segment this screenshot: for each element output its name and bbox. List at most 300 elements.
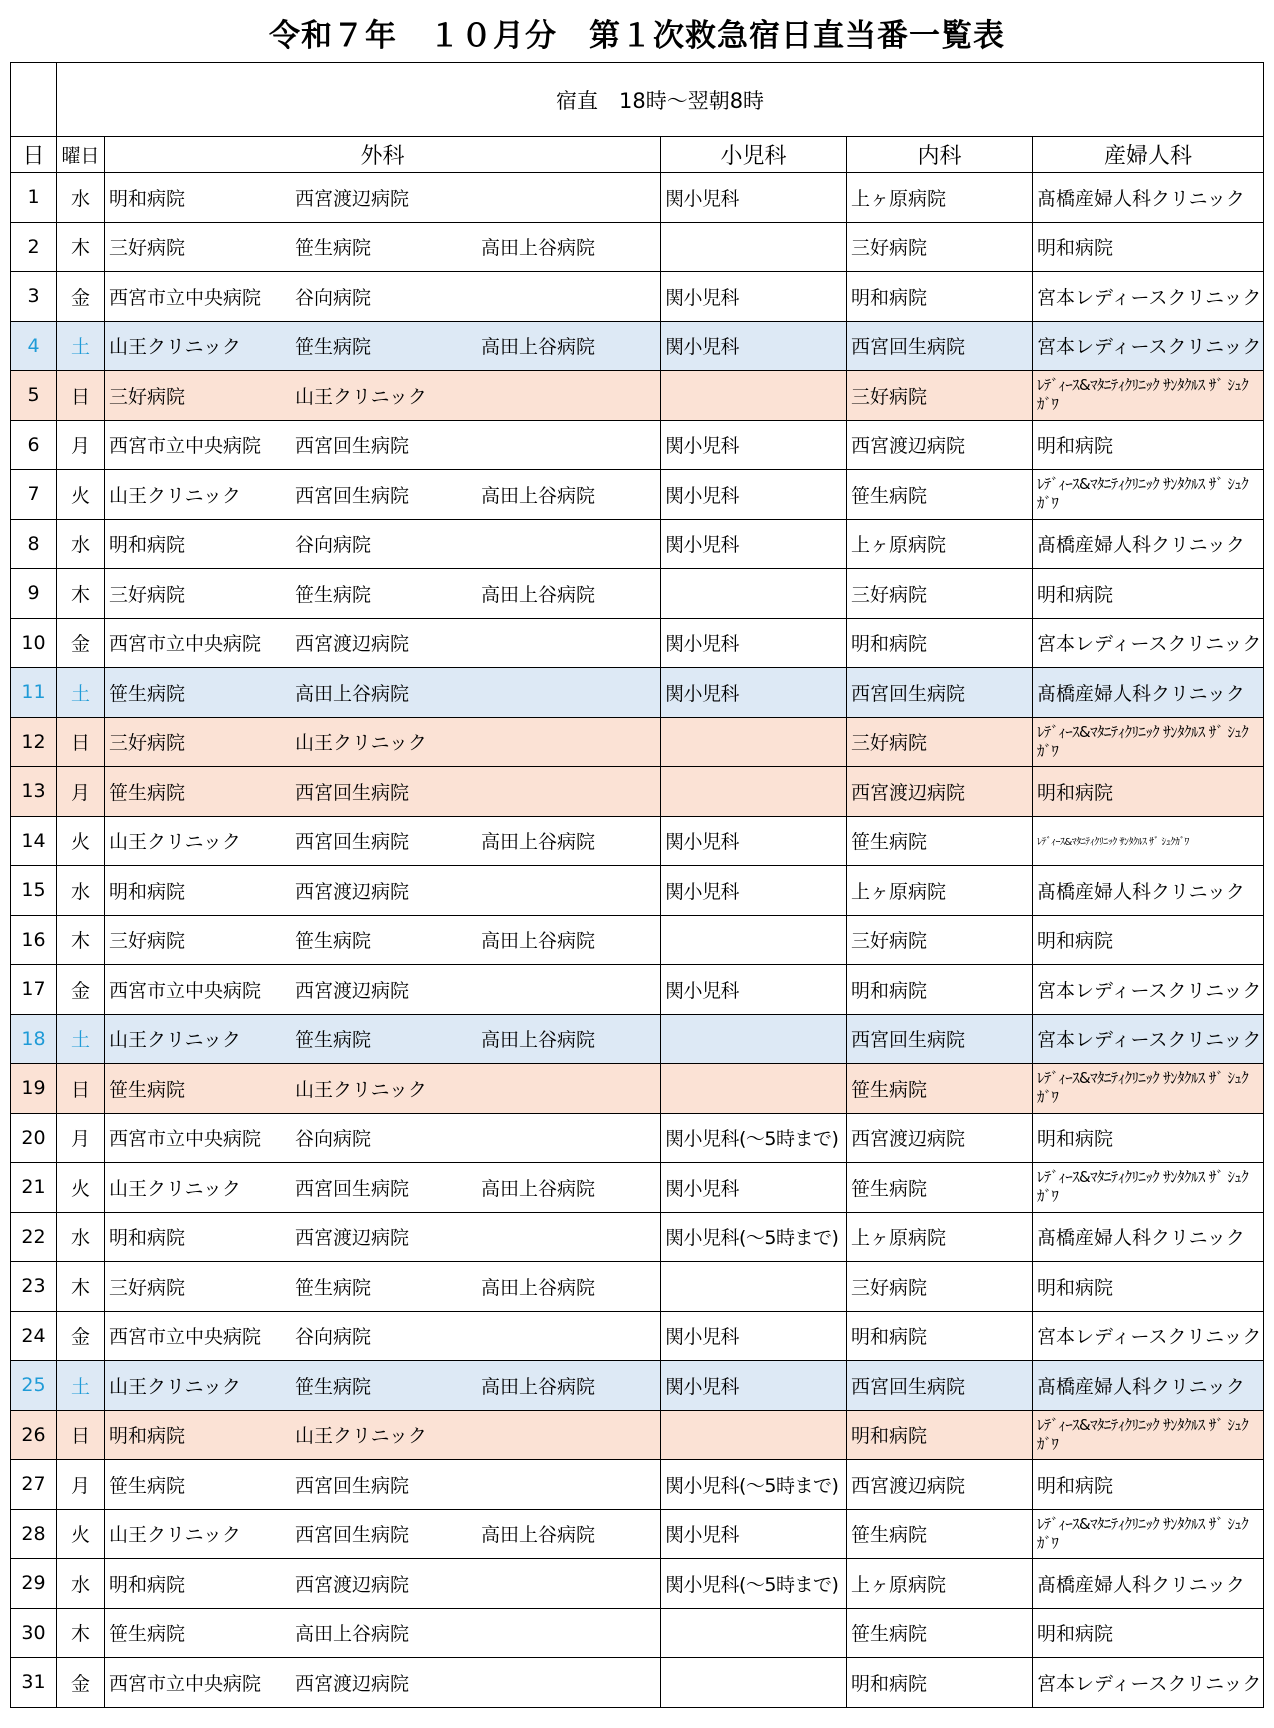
obgyn-cell: 明和病院 [1033, 569, 1264, 619]
day-cell: 6 [11, 420, 57, 470]
day-cell: 9 [11, 569, 57, 619]
internal-medicine-cell: 三好病院 [847, 1262, 1033, 1312]
surgery-hospital: 高田上谷病院 [481, 237, 596, 260]
pediatrics-cell [661, 371, 847, 421]
day-cell: 14 [11, 816, 57, 866]
surgery-hospital: 西宮渡辺病院 [295, 1573, 410, 1596]
surgery-hospital: 西宮渡辺病院 [295, 187, 410, 210]
pediatrics-cell: 関小児科 [661, 1163, 847, 1213]
surgery-hospital: 山王クリニック [109, 831, 241, 854]
table-row [11, 1014, 1264, 1064]
surgery-hospital: 高田上谷病院 [481, 1177, 596, 1200]
internal-medicine-cell: 三好病院 [847, 371, 1033, 421]
pediatrics-cell: 関小児科 [661, 1311, 847, 1361]
surgery-hospital: 山王クリニック [295, 385, 427, 408]
day-cell: 16 [11, 915, 57, 965]
weekday-cell: 月 [57, 767, 105, 817]
internal-medicine-cell: 西宮渡辺病院 [847, 1460, 1033, 1510]
pediatrics-cell: 関小児科(～5時まで) [661, 1212, 847, 1262]
surgery-hospital: 西宮市立中央病院 [109, 435, 262, 458]
table-row [11, 1163, 1264, 1213]
table-row [11, 816, 1264, 866]
obgyn-cell: 明和病院 [1033, 420, 1264, 470]
day-cell: 11 [11, 668, 57, 718]
table-row [11, 668, 1264, 718]
weekday-cell: 月 [57, 1113, 105, 1163]
surgery-hospital: 笹生病院 [295, 237, 372, 260]
header-surgery: 外科 [105, 137, 661, 173]
surgery-cell [105, 1212, 661, 1262]
surgery-cell [105, 1410, 661, 1460]
obgyn-cell: 宮本レディースクリニック [1033, 1014, 1264, 1064]
weekday-cell: 木 [57, 1262, 105, 1312]
pediatrics-cell [661, 1658, 847, 1708]
pediatrics-cell: 関小児科 [661, 173, 847, 223]
day-cell: 25 [11, 1361, 57, 1411]
internal-medicine-cell: 三好病院 [847, 569, 1033, 619]
page-title: 令和７年 １０月分 第１次救急宿日直当番一覧表 [269, 18, 1005, 54]
day-cell: 4 [11, 321, 57, 371]
surgery-cell [105, 1361, 661, 1411]
obgyn-cell: 宮本レディースクリニック [1033, 321, 1264, 371]
pediatrics-cell: 関小児科(～5時まで) [661, 1113, 847, 1163]
surgery-hospital: 西宮渡辺病院 [295, 633, 410, 656]
pediatrics-cell [661, 1014, 847, 1064]
weekday-cell: 月 [57, 420, 105, 470]
surgery-cell [105, 1608, 661, 1658]
internal-medicine-cell: 西宮回生病院 [847, 1361, 1033, 1411]
surgery-hospital: 山王クリニック [295, 1425, 427, 1448]
internal-medicine-cell: 明和病院 [847, 272, 1033, 322]
pediatrics-cell: 関小児科 [661, 272, 847, 322]
table-row [11, 1658, 1264, 1708]
weekday-cell: 木 [57, 222, 105, 272]
internal-medicine-cell: 三好病院 [847, 915, 1033, 965]
weekday-cell: 木 [57, 1608, 105, 1658]
day-cell: 24 [11, 1311, 57, 1361]
weekday-cell: 水 [57, 1559, 105, 1609]
weekday-cell: 木 [57, 915, 105, 965]
internal-medicine-cell: 笹生病院 [847, 1608, 1033, 1658]
surgery-hospital: 笹生病院 [295, 1276, 372, 1299]
obgyn-cell: ﾚﾃﾞｨｰｽ&ﾏﾀﾆﾃｨｸﾘﾆｯｸ ｻﾝﾀｸﾙｽ ｻﾞ ｼｭｸｶﾞﾜ [1033, 717, 1264, 767]
surgery-hospital: 高田上谷病院 [481, 336, 596, 359]
pediatrics-cell [661, 1410, 847, 1460]
internal-medicine-cell: 笹生病院 [847, 1509, 1033, 1559]
day-cell: 18 [11, 1014, 57, 1064]
surgery-cell [105, 1014, 661, 1064]
surgery-hospital: 西宮渡辺病院 [295, 1227, 410, 1250]
weekday-cell: 金 [57, 1658, 105, 1708]
surgery-hospital: 笹生病院 [109, 1078, 186, 1101]
surgery-hospital: 明和病院 [109, 880, 186, 903]
surgery-cell [105, 173, 661, 223]
surgery-hospital: 西宮市立中央病院 [109, 286, 262, 309]
table-row [11, 222, 1264, 272]
surgery-hospital: 三好病院 [109, 237, 186, 260]
surgery-hospital: 谷向病院 [295, 534, 372, 557]
duty-roster-table [10, 62, 1264, 1708]
pediatrics-cell [661, 717, 847, 767]
obgyn-cell: 宮本レディースクリニック [1033, 1658, 1264, 1708]
surgery-cell [105, 1163, 661, 1213]
day-cell: 30 [11, 1608, 57, 1658]
surgery-cell [105, 668, 661, 718]
pediatrics-cell: 関小児科(～5時まで) [661, 1460, 847, 1510]
obgyn-cell: 明和病院 [1033, 1460, 1264, 1510]
weekday-cell: 金 [57, 618, 105, 668]
surgery-cell [105, 1658, 661, 1708]
day-cell: 3 [11, 272, 57, 322]
table-row [11, 1410, 1264, 1460]
weekday-cell: 月 [57, 1460, 105, 1510]
surgery-cell [105, 519, 661, 569]
surgery-hospital: 山王クリニック [109, 1029, 241, 1052]
surgery-hospital: 西宮回生病院 [295, 1524, 410, 1547]
internal-medicine-cell: 西宮回生病院 [847, 321, 1033, 371]
surgery-cell [105, 866, 661, 916]
internal-medicine-cell: 西宮回生病院 [847, 1014, 1033, 1064]
pediatrics-cell: 関小児科 [661, 1509, 847, 1559]
surgery-hospital: 西宮回生病院 [295, 1474, 410, 1497]
internal-medicine-cell: 笹生病院 [847, 470, 1033, 520]
table-row [11, 618, 1264, 668]
obgyn-cell: ﾚﾃﾞｨｰｽ&ﾏﾀﾆﾃｨｸﾘﾆｯｸ ｻﾝﾀｸﾙｽ ｻﾞ ｼｭｸｶﾞﾜ [1033, 816, 1264, 866]
surgery-cell [105, 1559, 661, 1609]
surgery-cell [105, 321, 661, 371]
weekday-cell: 金 [57, 272, 105, 322]
obgyn-cell: ﾚﾃﾞｨｰｽ&ﾏﾀﾆﾃｨｸﾘﾆｯｸ ｻﾝﾀｸﾙｽ ｻﾞ ｼｭｸｶﾞﾜ [1033, 1509, 1264, 1559]
header-pediatrics: 小児科 [661, 137, 847, 173]
surgery-hospital: 明和病院 [109, 534, 186, 557]
roster-body [11, 173, 1264, 1708]
table-row [11, 1460, 1264, 1510]
surgery-hospital: 西宮市立中央病院 [109, 1672, 262, 1695]
pediatrics-cell: 関小児科 [661, 519, 847, 569]
day-cell: 20 [11, 1113, 57, 1163]
pediatrics-cell: 関小児科(～5時まで) [661, 1559, 847, 1609]
table-row [11, 173, 1264, 223]
internal-medicine-cell: 西宮渡辺病院 [847, 767, 1033, 817]
pediatrics-cell [661, 222, 847, 272]
surgery-hospital: 西宮回生病院 [295, 781, 410, 804]
obgyn-cell: ﾚﾃﾞｨｰｽ&ﾏﾀﾆﾃｨｸﾘﾆｯｸ ｻﾝﾀｸﾙｽ ｻﾞ ｼｭｸｶﾞﾜ [1033, 470, 1264, 520]
internal-medicine-cell: 明和病院 [847, 1311, 1033, 1361]
internal-medicine-cell: 笹生病院 [847, 1064, 1033, 1114]
pediatrics-cell: 関小児科 [661, 816, 847, 866]
weekday-cell: 火 [57, 1163, 105, 1213]
surgery-cell [105, 816, 661, 866]
internal-medicine-cell: 上ヶ原病院 [847, 866, 1033, 916]
weekday-cell: 日 [57, 1410, 105, 1460]
surgery-hospital: 谷向病院 [295, 1128, 372, 1151]
day-cell: 26 [11, 1410, 57, 1460]
internal-medicine-cell: 西宮渡辺病院 [847, 1113, 1033, 1163]
weekday-cell: 火 [57, 816, 105, 866]
weekday-cell: 金 [57, 965, 105, 1015]
day-cell: 8 [11, 519, 57, 569]
surgery-hospital: 西宮回生病院 [295, 484, 410, 507]
pediatrics-cell [661, 569, 847, 619]
surgery-hospital: 笹生病院 [295, 336, 372, 359]
obgyn-cell: 髙橋産婦人科クリニック [1033, 866, 1264, 916]
internal-medicine-cell: 明和病院 [847, 618, 1033, 668]
weekday-cell: 水 [57, 519, 105, 569]
weekday-cell: 日 [57, 717, 105, 767]
internal-medicine-cell: 明和病院 [847, 1658, 1033, 1708]
day-cell: 10 [11, 618, 57, 668]
day-cell: 17 [11, 965, 57, 1015]
table-row [11, 1608, 1264, 1658]
header-obgyn: 産婦人科 [1033, 137, 1264, 173]
surgery-hospital: 明和病院 [109, 187, 186, 210]
table-row [11, 420, 1264, 470]
surgery-cell [105, 1113, 661, 1163]
internal-medicine-cell: 笹生病院 [847, 816, 1033, 866]
weekday-cell: 火 [57, 1509, 105, 1559]
internal-medicine-cell: 上ヶ原病院 [847, 519, 1033, 569]
surgery-hospital: 山王クリニック [295, 1078, 427, 1101]
table-row [11, 767, 1264, 817]
day-cell: 13 [11, 767, 57, 817]
weekday-cell: 日 [57, 371, 105, 421]
obgyn-cell: 髙橋産婦人科クリニック [1033, 173, 1264, 223]
table-row [11, 1113, 1264, 1163]
surgery-hospital: 笹生病院 [295, 930, 372, 953]
surgery-hospital: 笹生病院 [295, 583, 372, 606]
surgery-hospital: 西宮回生病院 [295, 435, 410, 458]
surgery-hospital: 山王クリニック [109, 336, 241, 359]
obgyn-cell: 髙橋産婦人科クリニック [1033, 1212, 1264, 1262]
day-cell: 23 [11, 1262, 57, 1312]
pediatrics-cell: 関小児科 [661, 668, 847, 718]
surgery-hospital: 高田上谷病院 [481, 930, 596, 953]
obgyn-cell: 髙橋産婦人科クリニック [1033, 668, 1264, 718]
weekday-cell: 土 [57, 668, 105, 718]
obgyn-cell: 髙橋産婦人科クリニック [1033, 519, 1264, 569]
pediatrics-cell [661, 1608, 847, 1658]
internal-medicine-cell: 西宮渡辺病院 [847, 420, 1033, 470]
surgery-hospital: 山王クリニック [109, 1375, 241, 1398]
obgyn-cell: 明和病院 [1033, 222, 1264, 272]
surgery-hospital: 三好病院 [109, 583, 186, 606]
weekday-cell: 金 [57, 1311, 105, 1361]
internal-medicine-cell: 明和病院 [847, 965, 1033, 1015]
corner-cell [11, 63, 57, 137]
day-cell: 15 [11, 866, 57, 916]
surgery-hospital: 西宮市立中央病院 [109, 1326, 262, 1349]
surgery-hospital: 西宮回生病院 [295, 831, 410, 854]
internal-medicine-cell: 笹生病院 [847, 1163, 1033, 1213]
table-row [11, 915, 1264, 965]
weekday-cell: 木 [57, 569, 105, 619]
surgery-hospital: 西宮渡辺病院 [295, 880, 410, 903]
obgyn-cell: 宮本レディースクリニック [1033, 965, 1264, 1015]
surgery-cell [105, 420, 661, 470]
shift-time-label: 宿直 18時～翌朝8時 [57, 63, 1264, 137]
obgyn-cell: 明和病院 [1033, 1608, 1264, 1658]
obgyn-cell: 髙橋産婦人科クリニック [1033, 1361, 1264, 1411]
surgery-cell [105, 1311, 661, 1361]
pediatrics-cell: 関小児科 [661, 866, 847, 916]
obgyn-cell: 明和病院 [1033, 1113, 1264, 1163]
surgery-hospital: 高田上谷病院 [481, 583, 596, 606]
day-cell: 31 [11, 1658, 57, 1708]
surgery-hospital: 三好病院 [109, 930, 186, 953]
table-row [11, 717, 1264, 767]
obgyn-cell: ﾚﾃﾞｨｰｽ&ﾏﾀﾆﾃｨｸﾘﾆｯｸ ｻﾝﾀｸﾙｽ ｻﾞ ｼｭｸｶﾞﾜ [1033, 1163, 1264, 1213]
surgery-hospital: 高田上谷病院 [481, 831, 596, 854]
day-cell: 12 [11, 717, 57, 767]
day-cell: 5 [11, 371, 57, 421]
surgery-hospital: 笹生病院 [295, 1029, 372, 1052]
weekday-cell: 火 [57, 470, 105, 520]
pediatrics-cell: 関小児科 [661, 420, 847, 470]
table-row [11, 519, 1264, 569]
surgery-hospital: 山王クリニック [109, 1177, 241, 1200]
surgery-hospital: 三好病院 [109, 732, 186, 755]
pediatrics-cell [661, 915, 847, 965]
table-row [11, 965, 1264, 1015]
header-day: 日 [11, 137, 57, 173]
surgery-cell [105, 1509, 661, 1559]
surgery-hospital: 西宮市立中央病院 [109, 1128, 262, 1151]
surgery-cell [105, 965, 661, 1015]
day-cell: 29 [11, 1559, 57, 1609]
table-row [11, 321, 1264, 371]
internal-medicine-cell: 西宮回生病院 [847, 668, 1033, 718]
table-row [11, 371, 1264, 421]
internal-medicine-cell: 上ヶ原病院 [847, 173, 1033, 223]
surgery-hospital: 笹生病院 [109, 682, 186, 705]
table-row [11, 1262, 1264, 1312]
obgyn-cell: 明和病院 [1033, 915, 1264, 965]
internal-medicine-cell: 上ヶ原病院 [847, 1559, 1033, 1609]
surgery-hospital: 西宮市立中央病院 [109, 979, 262, 1002]
surgery-hospital: 明和病院 [109, 1425, 186, 1448]
header-weekday: 曜日 [57, 137, 105, 173]
obgyn-cell: 明和病院 [1033, 1262, 1264, 1312]
obgyn-cell: 宮本レディースクリニック [1033, 272, 1264, 322]
table-row [11, 1212, 1264, 1262]
table-row [11, 569, 1264, 619]
day-cell: 1 [11, 173, 57, 223]
surgery-hospital: 明和病院 [109, 1573, 186, 1596]
surgery-hospital: 笹生病院 [109, 1474, 186, 1497]
internal-medicine-cell: 明和病院 [847, 1410, 1033, 1460]
obgyn-cell: 髙橋産婦人科クリニック [1033, 1559, 1264, 1609]
surgery-hospital: 高田上谷病院 [481, 1029, 596, 1052]
weekday-cell: 土 [57, 1361, 105, 1411]
table-row [11, 1064, 1264, 1114]
surgery-cell [105, 717, 661, 767]
surgery-hospital: 山王クリニック [295, 732, 427, 755]
table-row [11, 272, 1264, 322]
surgery-hospital: 明和病院 [109, 1227, 186, 1250]
weekday-cell: 水 [57, 866, 105, 916]
pediatrics-cell [661, 1064, 847, 1114]
surgery-hospital: 三好病院 [109, 1276, 186, 1299]
surgery-hospital: 山王クリニック [109, 484, 241, 507]
obgyn-cell: 宮本レディースクリニック [1033, 618, 1264, 668]
obgyn-cell: 宮本レディースクリニック [1033, 1311, 1264, 1361]
surgery-hospital: 笹生病院 [295, 1375, 372, 1398]
day-cell: 28 [11, 1509, 57, 1559]
surgery-hospital: 高田上谷病院 [295, 1623, 410, 1646]
pediatrics-cell: 関小児科 [661, 1361, 847, 1411]
surgery-cell [105, 1460, 661, 1510]
day-cell: 19 [11, 1064, 57, 1114]
surgery-hospital: 谷向病院 [295, 286, 372, 309]
header-internal-medicine: 内科 [847, 137, 1033, 173]
day-cell: 2 [11, 222, 57, 272]
surgery-cell [105, 618, 661, 668]
surgery-hospital: 西宮回生病院 [295, 1177, 410, 1200]
obgyn-cell: ﾚﾃﾞｨｰｽ&ﾏﾀﾆﾃｨｸﾘﾆｯｸ ｻﾝﾀｸﾙｽ ｻﾞ ｼｭｸｶﾞﾜ [1033, 1064, 1264, 1114]
surgery-hospital: 笹生病院 [109, 1623, 186, 1646]
surgery-cell [105, 1262, 661, 1312]
weekday-cell: 日 [57, 1064, 105, 1114]
pediatrics-cell: 関小児科 [661, 618, 847, 668]
internal-medicine-cell: 三好病院 [847, 717, 1033, 767]
day-cell: 21 [11, 1163, 57, 1213]
table-row [11, 866, 1264, 916]
surgery-hospital: 高田上谷病院 [481, 484, 596, 507]
surgery-hospital: 谷向病院 [295, 1326, 372, 1349]
surgery-cell [105, 915, 661, 965]
pediatrics-cell: 関小児科 [661, 321, 847, 371]
surgery-hospital: 三好病院 [109, 385, 186, 408]
surgery-hospital: 山王クリニック [109, 1524, 241, 1547]
pediatrics-cell: 関小児科 [661, 965, 847, 1015]
surgery-hospital: 高田上谷病院 [481, 1524, 596, 1547]
table-row [11, 1361, 1264, 1411]
weekday-cell: 土 [57, 321, 105, 371]
table-row [11, 1559, 1264, 1609]
surgery-cell [105, 470, 661, 520]
surgery-hospital: 高田上谷病院 [295, 682, 410, 705]
surgery-hospital: 高田上谷病院 [481, 1276, 596, 1299]
surgery-cell [105, 767, 661, 817]
surgery-hospital: 笹生病院 [109, 781, 186, 804]
day-cell: 22 [11, 1212, 57, 1262]
table-row [11, 470, 1264, 520]
surgery-hospital: 西宮渡辺病院 [295, 1672, 410, 1695]
obgyn-cell: ﾚﾃﾞｨｰｽ&ﾏﾀﾆﾃｨｸﾘﾆｯｸ ｻﾝﾀｸﾙｽ ｻﾞ ｼｭｸｶﾞﾜ [1033, 1410, 1264, 1460]
table-row [11, 1509, 1264, 1559]
surgery-cell [105, 569, 661, 619]
weekday-cell: 土 [57, 1014, 105, 1064]
surgery-cell [105, 272, 661, 322]
pediatrics-cell [661, 1262, 847, 1312]
surgery-hospital: 西宮市立中央病院 [109, 633, 262, 656]
surgery-cell [105, 1064, 661, 1114]
surgery-cell [105, 371, 661, 421]
pediatrics-cell [661, 767, 847, 817]
surgery-cell [105, 222, 661, 272]
pediatrics-cell: 関小児科 [661, 470, 847, 520]
day-cell: 7 [11, 470, 57, 520]
obgyn-cell: 明和病院 [1033, 767, 1264, 817]
table-row [11, 1311, 1264, 1361]
surgery-hospital: 西宮渡辺病院 [295, 979, 410, 1002]
day-cell: 27 [11, 1460, 57, 1510]
internal-medicine-cell: 上ヶ原病院 [847, 1212, 1033, 1262]
internal-medicine-cell: 三好病院 [847, 222, 1033, 272]
obgyn-cell: ﾚﾃﾞｨｰｽ&ﾏﾀﾆﾃｨｸﾘﾆｯｸ ｻﾝﾀｸﾙｽ ｻﾞ ｼｭｸｶﾞﾜ [1033, 371, 1264, 421]
surgery-hospital: 高田上谷病院 [481, 1375, 596, 1398]
weekday-cell: 水 [57, 173, 105, 223]
